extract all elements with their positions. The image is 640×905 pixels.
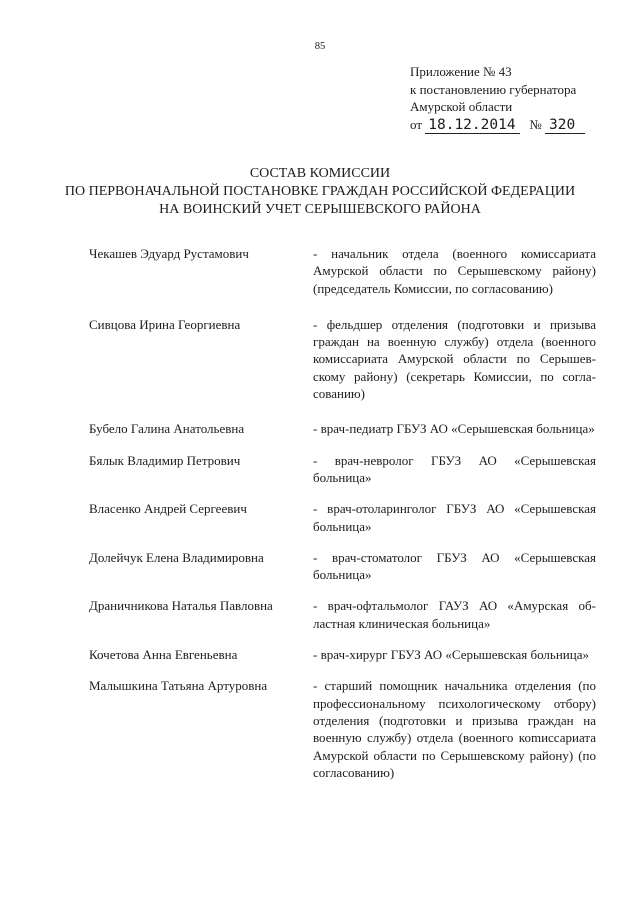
title-line-1: СОСТАВ КОМИССИИ xyxy=(249,166,391,181)
date-prefix: от xyxy=(410,116,423,132)
member-role: - старший помощник начальника отделения (по профессиональному психологическому отбору) отделения (подготовки и призыва граждан на военную службу) отдела (военного коmиссариата Амурской области по Серышевскому району) (по согласованию) xyxy=(313,678,596,780)
member-row xyxy=(89,452,609,487)
title-line-2: ПО ПЕРВОНАЧАЛЬНОЙ ПОСТАНОВКЕ ГРАЖДАН РОССИЙСКОЙ ФЕДЕРАЦИИ xyxy=(64,184,576,199)
member-row xyxy=(89,646,609,663)
member-name: Малышкина Татьяна Артуровна xyxy=(89,678,268,694)
member-role: - врач-хирург ГБУЗ АО «Серышевская больница» xyxy=(313,647,589,663)
member-name: Драничникова Наталья Павловна xyxy=(89,598,273,614)
member-role: - фельдшер отделения (подготовки и призыва граждан на военную службу) отдела (военного комиссариата Амурской области по Серышевскому району) (секретарь Комиссии, по согласованию) xyxy=(313,316,596,402)
member-role: - врач-невролог ГБУЗ АО «Серышевская больница» xyxy=(313,452,596,485)
member-row xyxy=(89,549,609,584)
member-row xyxy=(89,420,609,437)
appendix-reference: к постановлению губернатора xyxy=(410,81,577,97)
document-title xyxy=(0,165,640,219)
member-name: Долейчук Елена Владимировна xyxy=(89,549,264,565)
member-role: - врач-отоларинголог ГБУЗ АО «Серышевская больница» xyxy=(313,501,596,534)
member-role: - врач-педиатр ГБУЗ АО «Серышевская больница» xyxy=(313,421,595,437)
member-role: - начальник отдела (военного комиссариата Амурской области по Серышевскому району) (председатель Комиссии, по согласованию) xyxy=(313,246,596,296)
title-line-3: НА ВОИНСКИЙ УЧЕТ СЕРЫШЕВСКОГО РАЙОНА xyxy=(159,202,481,217)
members-list xyxy=(89,245,609,781)
member-name: Кочетова Анна Евгеньевна xyxy=(89,647,238,663)
page-number: 85 xyxy=(314,41,326,52)
member-name: Власенко Андрей Сергеевич xyxy=(89,501,247,517)
member-name: Бубело Галина Анатольевна xyxy=(89,421,245,437)
appendix-date-line xyxy=(410,116,630,134)
member-name: Чекашев Эдуард Рустамович xyxy=(89,246,249,261)
member-name: Сивцова Ирина Георгиевна xyxy=(89,316,241,332)
member-role: - врач-стоматолог ГБУЗ АО «Серышевская больница» xyxy=(313,549,596,583)
handwritten-number: 320 xyxy=(545,118,585,134)
number-prefix: № xyxy=(529,116,542,132)
member-row xyxy=(89,316,609,402)
member-role: - врач-офтальмолог ГАУЗ АО «Амурская областная клиническая больница» xyxy=(313,598,596,631)
appendix-title: Приложение № 43 xyxy=(410,64,512,79)
appendix-block xyxy=(410,63,630,134)
member-row xyxy=(89,245,609,297)
member-row xyxy=(89,597,609,632)
member-row xyxy=(89,677,609,781)
member-name: Бялык Владимир Петрович xyxy=(89,452,241,468)
handwritten-date: 18.12.2014 xyxy=(425,118,519,134)
member-row xyxy=(89,500,609,535)
appendix-region: Амурской области xyxy=(410,99,513,114)
